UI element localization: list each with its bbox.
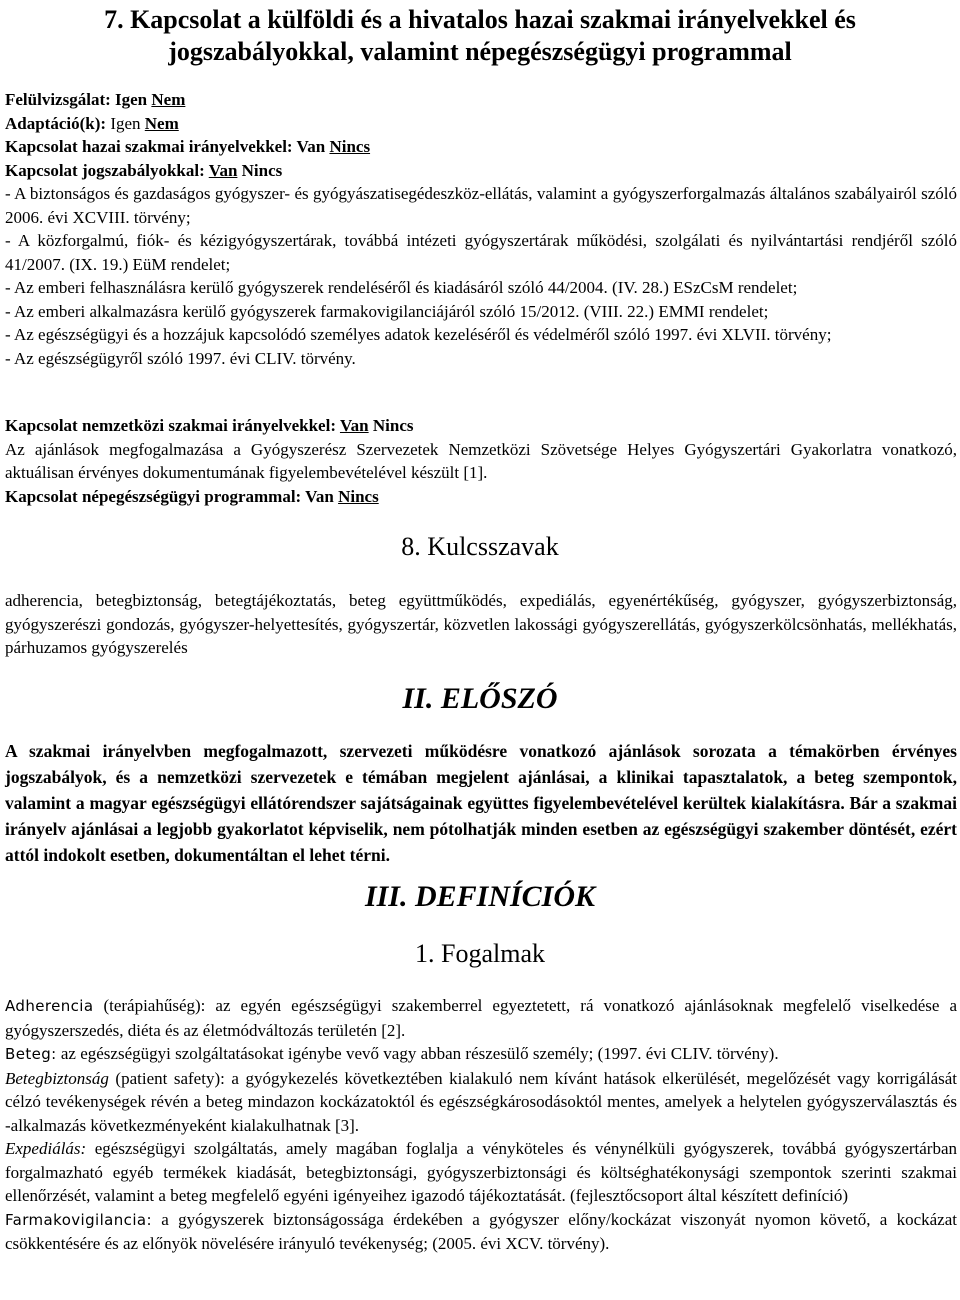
domestic-nincs: Nincs: [329, 137, 371, 156]
laws-list: [5, 182, 957, 370]
definition-text: (terápiahűség): az egyén egészségügyi szakemberrel egyeztetett, rá vonatkozó ajánlásoknak megfelelő viselkedése a gyógyszerszedés, diéta és az életmódváltozás területén [2].: [5, 996, 957, 1040]
law-item: - Az emberi felhasználásra kerülő gyógyszerek rendeléséről és kiadásáról szóló 44/2004. (IV. 28.) ESzCsM rendelet;: [5, 278, 798, 297]
law-item: - A biztonságos és gazdaságos gyógyszer- és gyógyászatisegédeszköz-ellátás, valamint a gyógyszerforgalmazás általános szabályairól szóló 2006. évi XCVIII. törvény;: [5, 184, 957, 227]
public-health-nincs: Nincs: [338, 486, 379, 506]
definition-text: a gyógyszerek biztonságossága érdekében a gyógyszer előny/kockázat viszonyát nyomon követő, a kockázat csökkentésére és az előnyök növelésére irányuló tevékenység; (2005. évi XCV. törvény).: [5, 1209, 957, 1253]
public-health-line: [5, 485, 957, 509]
meta-block: [5, 88, 957, 182]
legislation-van: Van: [208, 160, 238, 180]
domestic-guidelines-line: [5, 135, 957, 159]
legislation-nincs: Nincs: [241, 160, 283, 180]
definition-text: az egészségügyi szolgáltatásokat igénybe vevő vagy abban részesülő személy; (1997. évi CLIV. törvény).: [56, 1044, 779, 1063]
definitions-title: III. DEFINÍCIÓK: [364, 880, 596, 913]
definition-term: Beteg:: [5, 1045, 57, 1063]
definition-item: [5, 1042, 957, 1067]
law-item: - Az egészségügyi és a hozzájuk kapcsolódó személyes adatok kezeléséről és védelméről szóló 1997. évi XLVII. törvény;: [5, 325, 832, 344]
definition-item: [5, 994, 957, 1042]
law-item: - Az egészségügyről szóló 1997. évi CLIV. törvény.: [5, 348, 356, 368]
international-text: Az ajánlások megfogalmazása a Gyógyszerész Szervezetek Nemzetközi Szövetsége Helyes Gyógyszertári Gyakorlatra vonatkozó, aktuálisan érvényes dokumentumának figyelembevételével készült [1].: [5, 439, 957, 482]
foreword-text: A szakmai irányelvben megfogalmazott, szervezeti működésre vonatkozó ajánlások sorozata a témakörben érvényes jogszabályok, és a nemzetközi szervezetek e témában megjelent ajánlásai, a klinikai tapasztalatok, a beteg szempontok, valamint a magyar egészségügyi ellátórendszer sajátságainak együttes figyelembevételével kerültek kialakításra. Bár a szakmai irányelv ajánlásai a legjobb gyakorlatot képviselik, nem pótolhatják minden esetben az egészségügyi szakember döntését, ezért attól indokolt esetben, dokumentáltan el lehet térni.: [5, 741, 957, 865]
foreword-title: II. ELŐSZÓ: [402, 682, 558, 715]
definition-term: Expediálás:: [5, 1139, 87, 1158]
concepts-subtitle: 1. Fogalmak: [415, 939, 545, 968]
review-line: [5, 88, 957, 112]
legislation-label: Kapcsolat jogszabályokkal:: [5, 160, 205, 180]
international-label: Kapcsolat nemzetközi szakmai irányelvekkel:: [5, 416, 336, 435]
review-label: Felülvizsgálat: Igen: [5, 90, 148, 109]
adaptation-label: Adaptáció(k):: [5, 113, 107, 133]
definition-text: egészségügyi szolgáltatás, amely magában foglalja a vényköteles és vénynélküli gyógyszerek, továbbá gyógyszertárban forgalmazható egyéb termékek kiadását, betegbiztonsági, gyógyszerbiztonsági és költséghatékonysági szempontok szerinti szakmai ellenőrzését, valamint a beteg megfelelő egyéni igényeihez igazodó tájékoztatását. (fejlesztőcsoport által készített definíció): [5, 1139, 957, 1205]
adaptation-igen: Igen: [110, 113, 141, 133]
adaptation-line: [5, 112, 957, 136]
definition-item: [5, 1067, 957, 1138]
international-nincs: Nincs: [372, 416, 414, 435]
definition-item: [5, 1208, 957, 1256]
public-health-label: Kapcsolat népegészségügyi programmal: Van: [5, 486, 334, 506]
definition-item: [5, 1137, 957, 1208]
section-7-title-line2: jogszabályokkal, valamint népegészségügyi programmal: [168, 37, 792, 66]
review-no: Nem: [151, 90, 186, 109]
section-7-title-line1: 7. Kapcsolat a külföldi és a hivatalos hazai szakmai irányelvekkel és: [104, 5, 856, 34]
section-8-title: 8. Kulcsszavak: [401, 532, 559, 561]
domestic-label: Kapcsolat hazai szakmai irányelvekkel: Van: [5, 137, 326, 156]
definition-term: Farmakovigilancia:: [5, 1210, 152, 1229]
definition-text: (patient safety): a gyógykezelés következtében kialakuló nem kívánt hatások elkerülését, megelőzését vagy korrigálását célzó tevékenységek révén a beteg mindazon kockázatoktól és egészségkárosodásoktól mentes, amelyek a helytelen gyógyszerválasztás és -alkalmazás következményeként kialakulhatnak [3].: [5, 1068, 957, 1135]
definition-term: Adherencia: [5, 997, 94, 1015]
section-7-title: [0, 4, 960, 68]
legislation-line: [5, 159, 957, 183]
law-item: - A közforgalmú, fiók- és kézigyógyszertárak, továbbá intézeti gyógyszertárak működési, szolgálati és nyilvántartási rendjéről szóló 41/2007. (IX. 19.) EüM rendelet;: [5, 231, 957, 274]
adaptation-no: Nem: [144, 113, 179, 133]
international-van: Van: [339, 416, 369, 435]
definitions-list: [5, 994, 957, 1256]
law-item: - Az emberi alkalmazásra kerülő gyógyszerek farmakovigilanciájáról szóló 15/2012. (VIII. 22.) EMMI rendelet;: [5, 301, 769, 321]
keywords-text: adherencia, betegbiztonság, betegtájékoztatás, beteg együttműködés, expediálás, egyenértékűség, gyógyszer, gyógyszerbiztonság, gyógyszerészi gondozás, gyógyszer-helyettesítés, gyógyszertár, közvetlen lakossági gyógyszerellátás, gyógyszerkölcsönhatás, mellékhatás, párhuzamos gyógyszerelés: [5, 591, 957, 657]
international-block: [5, 414, 957, 508]
international-line: [5, 414, 957, 438]
definition-term: Betegbiztonság: [5, 1068, 109, 1088]
